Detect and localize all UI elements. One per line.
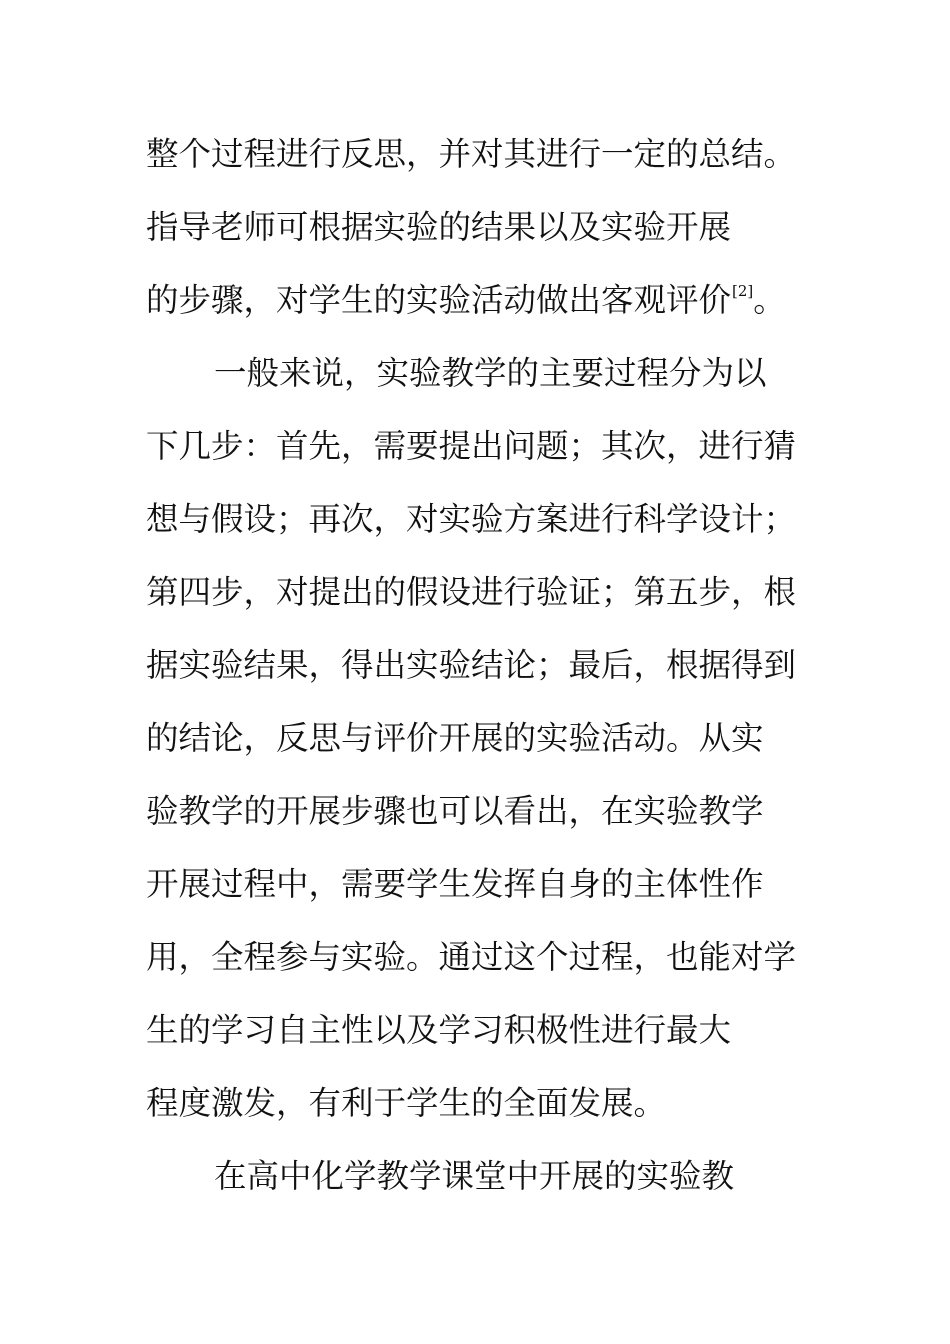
text-line: 想与假设；再次，对实验方案进行科学设计； — [146, 500, 797, 538]
text-line: 指导老师可根据实验的结果以及实验开展 — [146, 208, 732, 246]
text-line: 用，全程参与实验。通过这个过程，也能对学 — [146, 938, 797, 976]
paragraph-start-line: 在高中化学教学课堂中开展的实验教 — [214, 1157, 735, 1195]
text-line: 程度激发，有利于学生的全面发展。 — [146, 1084, 667, 1122]
text-line: 生的学习自主性以及学习积极性进行最大 — [146, 1011, 732, 1049]
text-line: 第四步，对提出的假设进行验证；第五步，根 — [146, 573, 797, 611]
text-line: 据实验结果，得出实验结论；最后，根据得到 — [146, 646, 797, 684]
citation-reference: [2] — [732, 282, 754, 300]
body-text — [146, 118, 811, 1213]
text-line: 下几步：首先，需要提出问题；其次，进行猜 — [146, 427, 797, 465]
text-line: 开展过程中，需要学生发挥自身的主体性作 — [146, 865, 764, 903]
paragraph-start-line: 一般来说，实验教学的主要过程分为以 — [214, 354, 767, 392]
text-line — [146, 264, 811, 337]
text-line: 验教学的开展步骤也可以看出，在实验教学 — [146, 792, 764, 830]
text-line-content: 的步骤，对学生的实验活动做出客观评价 — [146, 281, 732, 319]
text-line-punctuation: 。 — [753, 281, 786, 319]
text-line: 整个过程进行反思，并对其进行一定的总结。 — [146, 135, 797, 173]
text-line: 的结论，反思与评价开展的实验活动。从实 — [146, 719, 764, 757]
